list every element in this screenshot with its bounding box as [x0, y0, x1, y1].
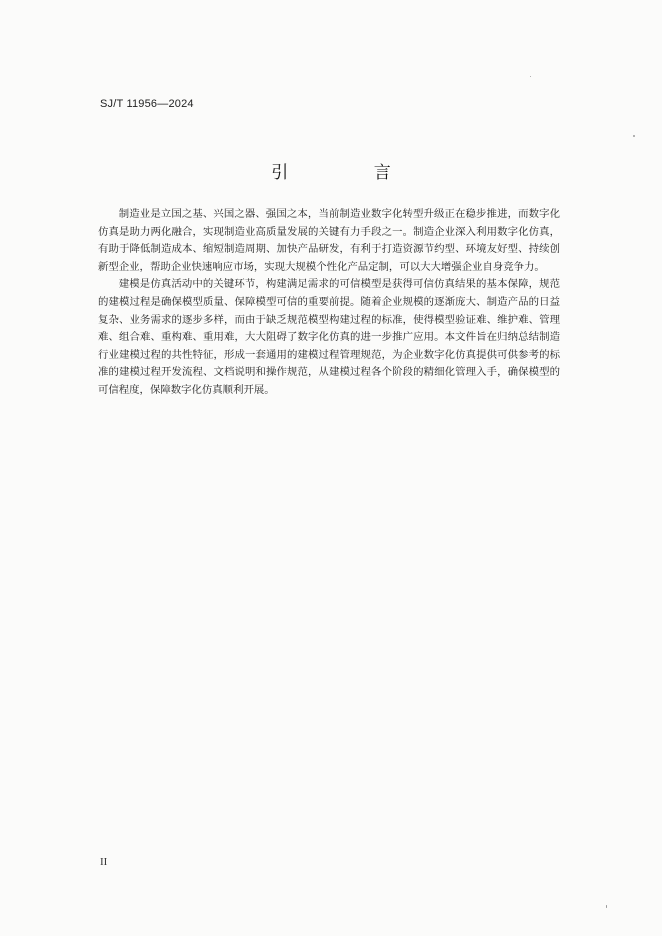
scan-speck: [530, 76, 531, 77]
page-number: II: [100, 856, 108, 868]
paragraph-2: 建模是仿真活动中的关键环节，构建满足需求的可信模型是获得可信仿真结果的基本保障，规范的建模过程是确保模型质量、保障模型可信的重要前提。随着企业规模的逐渐庞大、制造产品的日益复杂、业务需求的逐步多样，而由于缺乏规范模型构建过程的标准，使得模型验证难、维护难、管理难、组合难、重构难、重用难，大大阻碍了数字化仿真的进一步推广应用。本文件旨在归纳总结制造行业建模过程的共性特征，形成一套通用的建模过程管理规范，为企业数字化仿真提供可供参考的标准的建模过程开发流程、文档说明和操作规范，从建模过程各个阶段的精细化管理入手，确保模型的可信程度，保障数字化仿真顺利开展。: [98, 278, 560, 396]
page-title: 引 言: [271, 163, 431, 183]
standard-code: SJ/T 11956—2024: [100, 98, 194, 110]
paragraph-1: 制造业是立国之基、兴国之器、强国之本，当前制造业数字化转型升级正在稳步推进，而数字化仿真是助力两化融合，实现制造业高质量发展的关键有力手段之一。制造企业深入利用数字化仿真，有助于降低制造成本、缩短制造周期、加快产品研发，有利于打造资源节约型、环境友好型、持续创新型企业，帮助企业快速响应市场，实现大规模个性化产品定制，可以大大增强企业自身竞争力。: [98, 208, 560, 273]
body-text: [98, 206, 560, 400]
scan-speck: [633, 135, 635, 137]
scan-speck: [606, 905, 607, 908]
